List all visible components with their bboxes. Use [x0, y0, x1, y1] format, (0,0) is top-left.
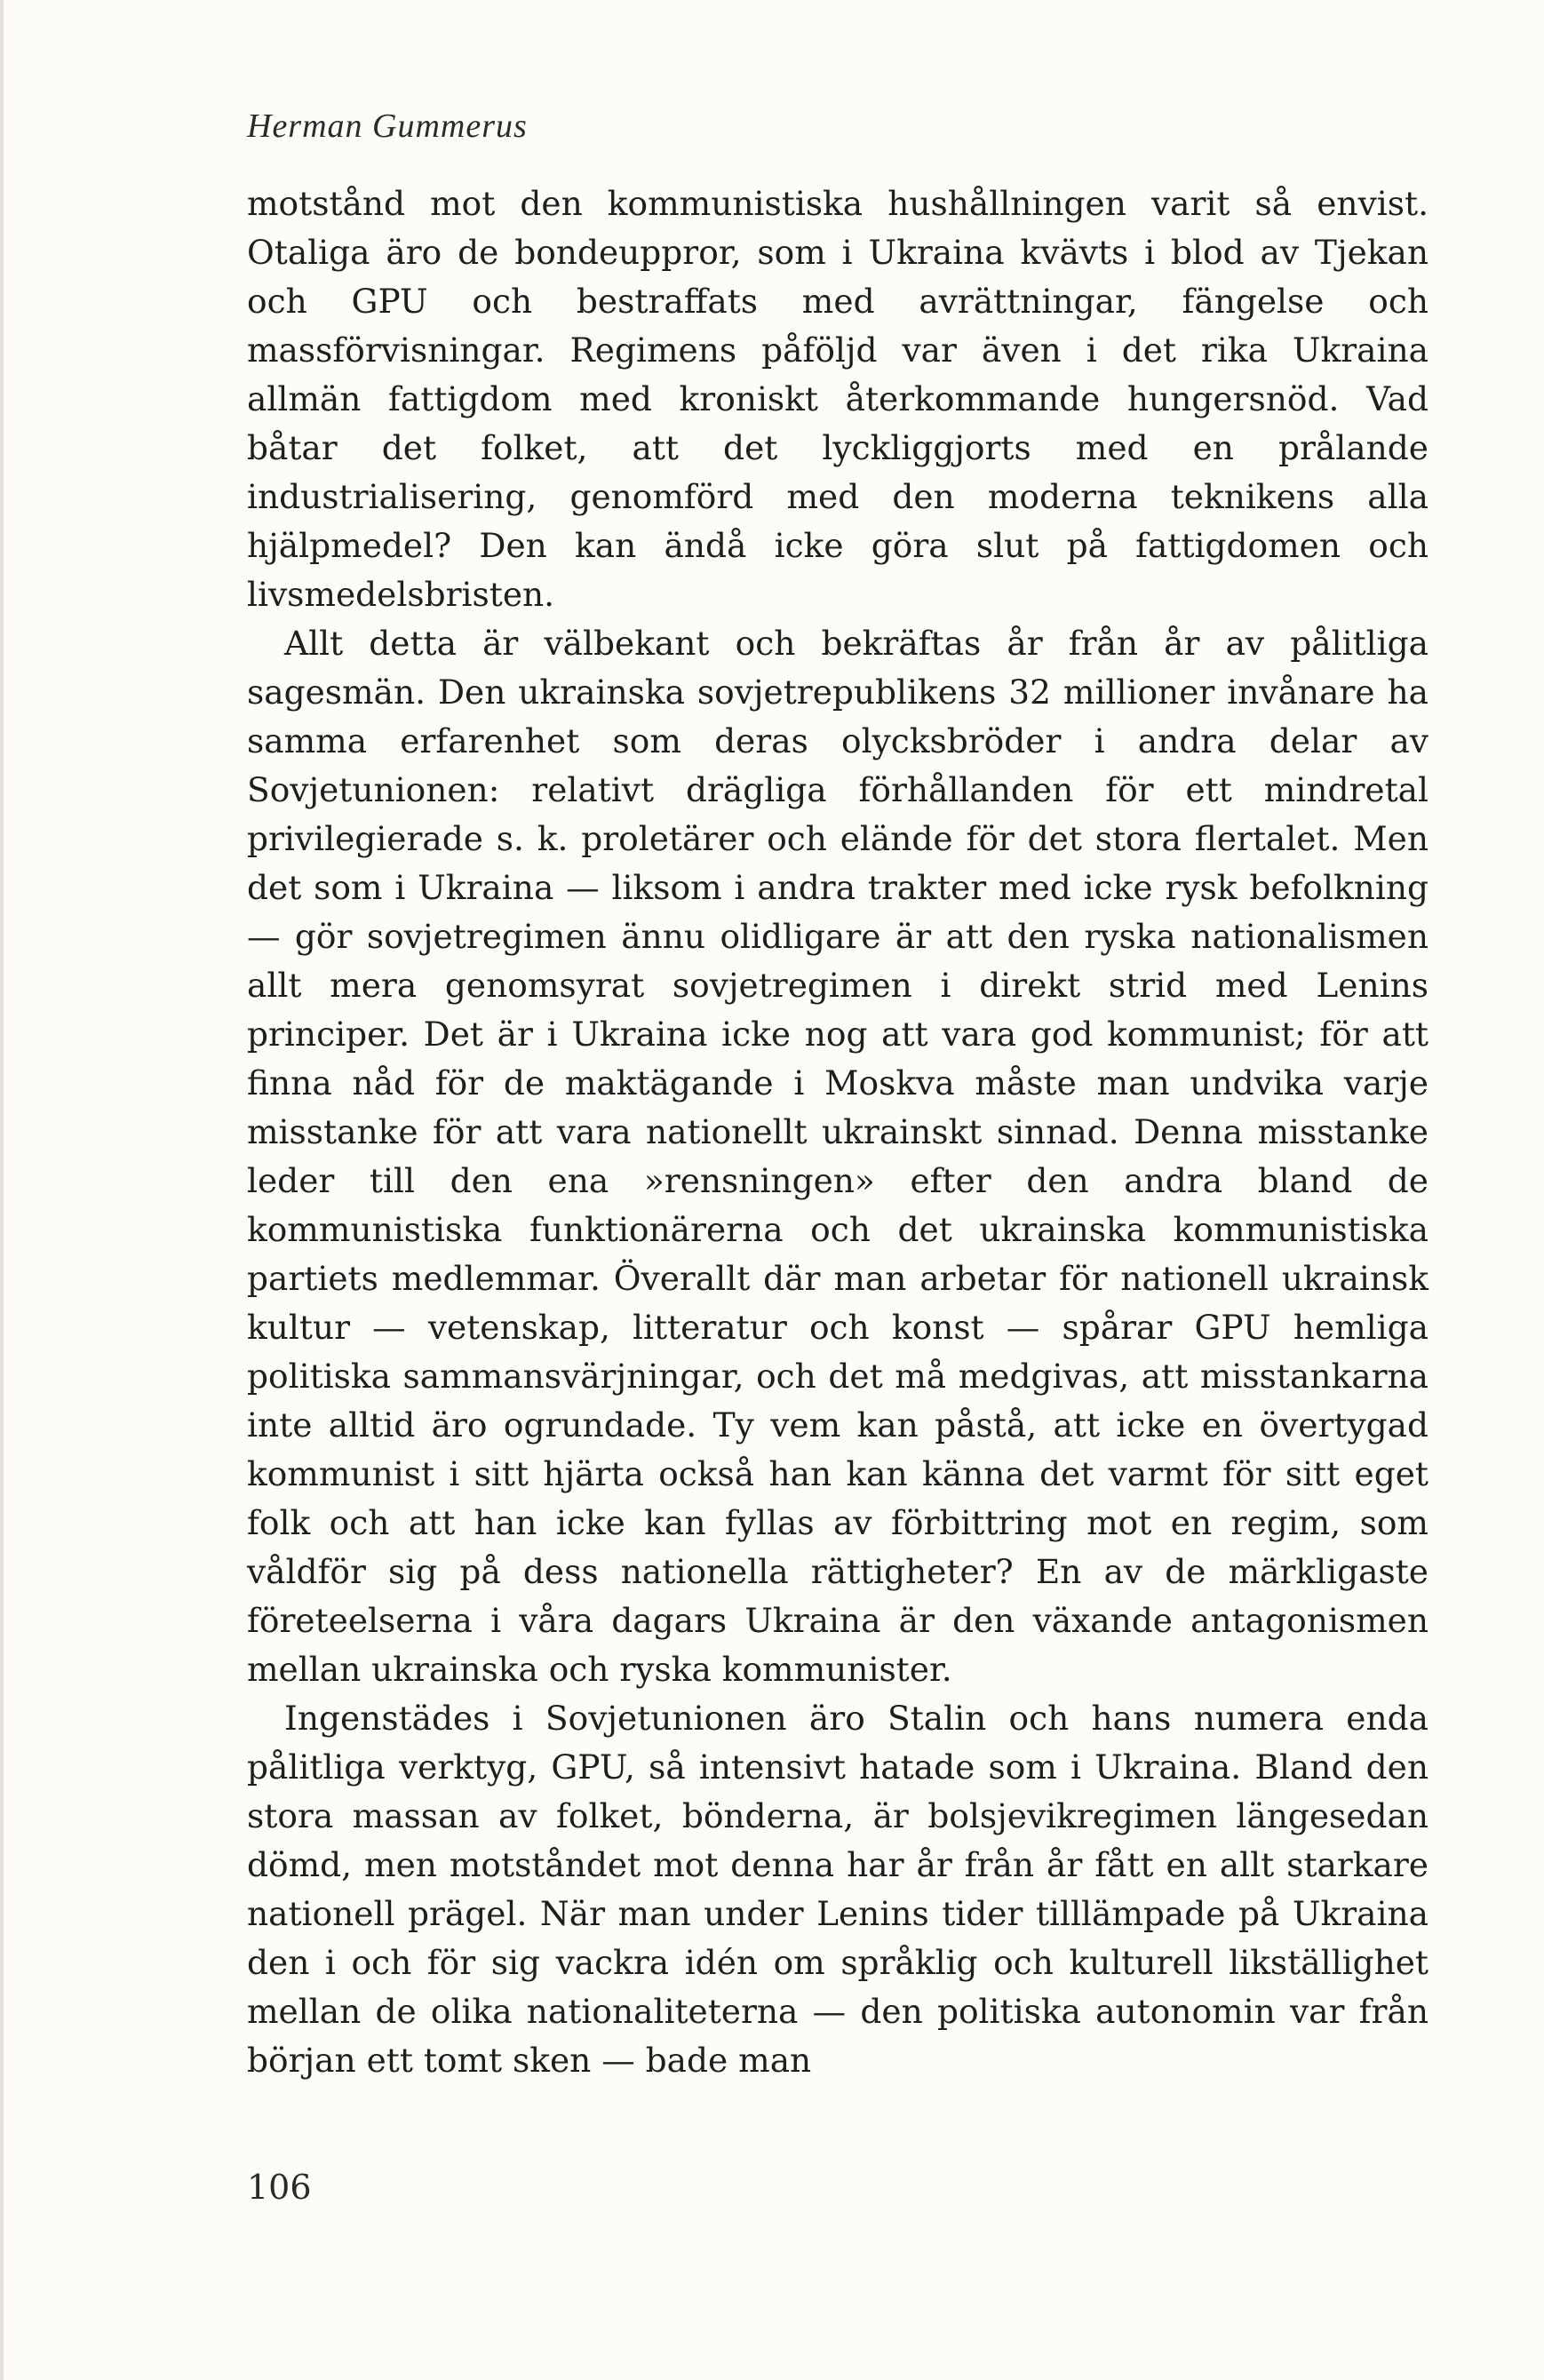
paragraph-3: Ingenstädes i Sovjetunionen äro Stalin och hans numera enda pålitliga verktyg, GPU, så intensivt hatade som i Ukraina. Bland den stora massan av folket, bönderna, är bolsjevikregimen längesedan dömd, men motståndet mot denna har år från år fått en allt starkare nationell prägel. När man under Lenins tider tilllämpade på Ukraina den i och för sig vackra idén om språklig och kulturell likställighet mellan de olika nationaliteterna — den politiska autonomin var från början ett tomt sken — bade man — [247, 1699, 1429, 2080]
body-text — [247, 179, 1429, 2085]
paragraph-1: motstånd mot den kommunistiska hushållningen varit så envist. Otaliga äro de bondeuppror, som i Ukraina kvävts i blod av Tjekan och GPU och bestraffats med avrättningar, fängelse och massförvisningar. Regimens påföljd var även i det rika Ukraina allmän fattigdom med kroniskt återkommande hungersnöd. Vad båtar det folket, att det lyckliggjorts med en prålande industrialisering, genomförd med den moderna teknikens alla hjälpmedel? Den kan ändå icke göra slut på fattigdomen och livsmedelsbristen. — [247, 184, 1429, 614]
paragraph-2: Allt detta är välbekant och bekräftas år från år av pålitliga sagesmän. Den ukrainska sovjetrepublikens 32 millioner invånare ha samma erfarenhet som deras olycksbröder i andra delar av Sovjetunionen: relativt drägliga förhållanden för ett mindretal privilegierade s. k. proletärer och elände för det stora flertalet. Men det som i Ukraina — liksom i andra trakter med icke rysk befolkning — gör sovjetregimen ännu olidligare är att den ryska nationalismen allt mera genomsyrat sovjetregimen i direkt strid med Lenins principer. Det är i Ukraina icke nog att vara god kommunist; för att finna nåd för de maktägande i Moskva måste man undvika varje misstanke för att vara nationellt ukrainskt sinnad. Denna misstanke leder till den ena »rensningen» efter den andra bland de kommunistiska funktionärerna och det ukrainska kommunistiska partiets medlemmar. Överallt där man arbetar för nationell ukrainsk kultur — vetenskap, litteratur och konst — spårar GPU hemliga politiska sammansvärjningar, och det må medgivas, att misstankarna inte alltid äro ogrundade. Ty vem kan påstå, att icke en övertygad kommunist i sitt hjärta också han kan känna det varmt för sitt eget folk och att han icke kan fyllas av förbittring mot en regim, som våldför sig på dess nationella rättigheter? En av de märkligaste företeelserna i våra dagars Ukraina är den växande antagonismen mellan ukrainska och ryska kommunister. — [247, 624, 1429, 1689]
book-page — [247, 107, 1429, 2085]
page-number: 106 — [247, 2168, 312, 2207]
running-head: Herman Gummerus — [247, 107, 528, 145]
page-edge — [0, 0, 4, 2380]
